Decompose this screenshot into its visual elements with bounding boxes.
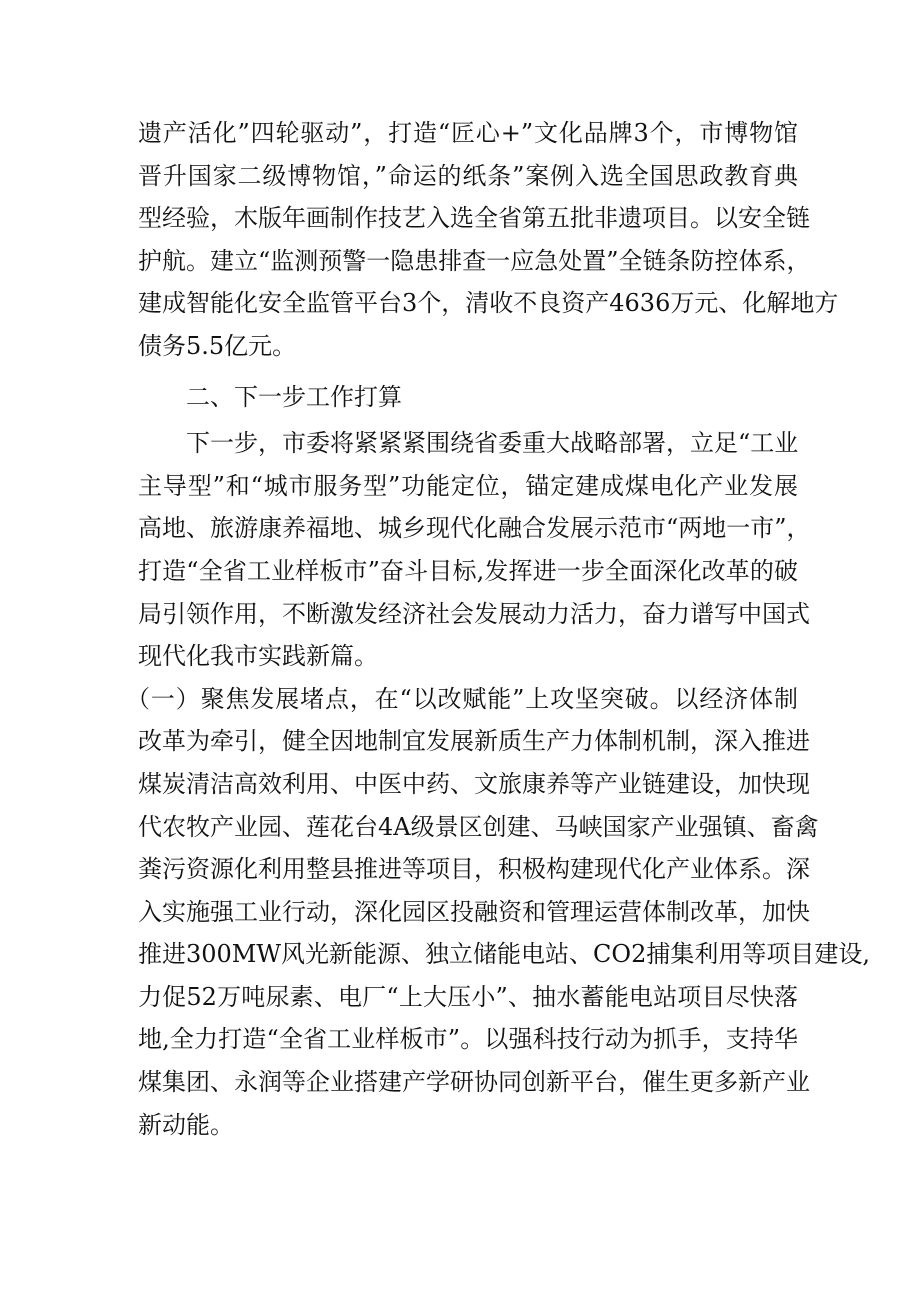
paragraph-reform-focus — [126, 678, 870, 1147]
text-line: 建成智能化安全监管平台3个，清收不良资产4636万元、化解地方 — [138, 289, 839, 318]
text-line: 煤炭清洁高效利用、中医中药、文旅康养等产业链建设，加快现 — [138, 769, 810, 798]
text-line: 主导型”和“城市服务型”功能定位，锚定建成煤电化产业发展 — [138, 471, 798, 500]
text-line: 代农牧产业园、莲花台4A级景区创建、马峡国家产业强镇、畜禽 — [138, 812, 819, 841]
section-heading — [138, 376, 798, 419]
text-line: 打造“全省工业样板市”奋斗目标,发挥进一步全面深化改革的破 — [138, 556, 798, 585]
text-line: 护航。建立“监测预警一隐患排查一应急处置”全链条防控体系， — [138, 246, 811, 275]
text-line: 遗产活化”四轮驱动”，打造“匠心+”文化品牌3个，市博物馆 — [138, 119, 798, 147]
text-line: 粪污资源化利用整县推进等项目，积极构建现代化产业体系。深 — [138, 855, 810, 884]
heading-text: 二、下一步工作打算 — [186, 382, 402, 411]
text-line: 推进300MW风光新能源、独立储能电站、CO2捕集利用等项目建设, — [138, 940, 870, 969]
text-line: 晋升国家二级博物馆，”命运的纸条”案例入选全国思政教育典 — [138, 161, 798, 190]
text-line: （一）聚焦发展堵点，在“以改赋能”上攻坚突破。以经济体制 — [126, 684, 798, 713]
document-body — [126, 112, 870, 1146]
text-line: 下一步，市委将紧紧紧围绕省委重大战略部署，立足“工业 — [186, 429, 799, 458]
text-line: 局引领作用，不断激发经济社会发展动力活力，奋力谱写中国式 — [138, 599, 810, 628]
text-line: 力促52万吨尿素、电厂“上大压小”、抽水蓄能电站项目尽快落 — [138, 982, 798, 1011]
text-line: 新动能。 — [138, 1110, 234, 1139]
text-line: 入实施强工业行动，深化园区投融资和管理运营体制改革，加快 — [138, 897, 810, 926]
text-line: 现代化我市实践新篇。 — [138, 642, 378, 671]
paragraph-achievements — [138, 112, 839, 368]
text-line: 高地、旅游康养福地、城乡现代化融合发展示范市“两地一市”， — [138, 514, 811, 543]
text-line: 改革为牵引，健全因地制宜发展新质生产力体制机制，深入推进 — [138, 727, 810, 756]
text-line: 煤集团、永润等企业搭建产学研协同创新平台，催生更多新产业 — [138, 1068, 810, 1097]
paragraph-next-steps — [138, 422, 811, 678]
text-line: 型经验，木版年画制作技艺入选全省第五批非遗项目。以安全链 — [138, 204, 810, 233]
text-line: 地,全力打造“全省工业样板市”。以强科技行动为抓手，支持华 — [138, 1025, 798, 1054]
text-line: 债务5.5亿元。 — [138, 331, 297, 360]
